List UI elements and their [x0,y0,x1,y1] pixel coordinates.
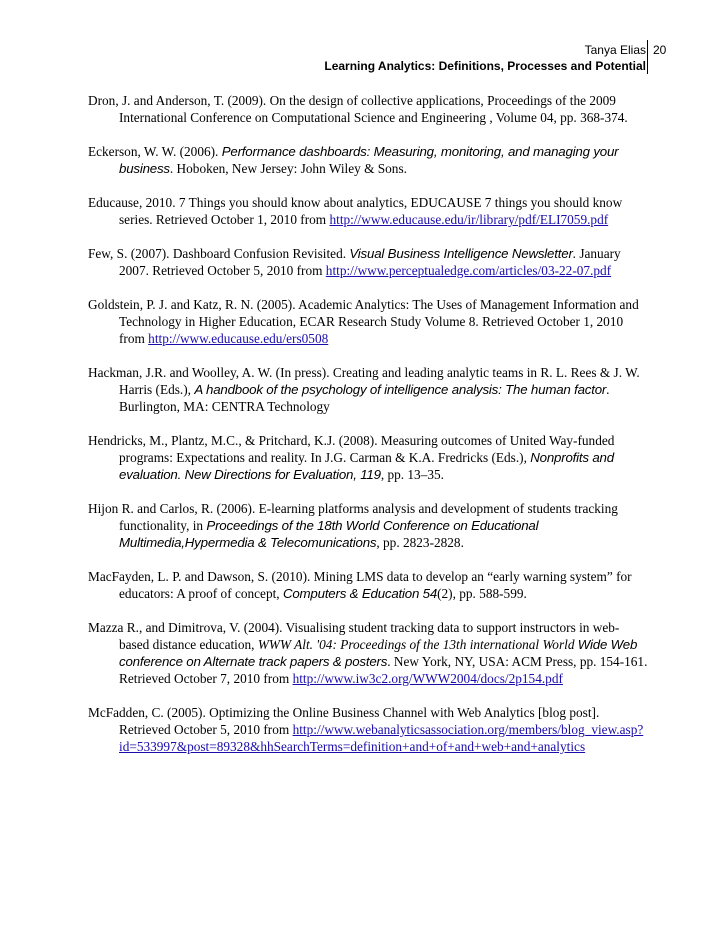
reference-title: Computers & Education 54 [282,586,438,601]
reference-link[interactable]: http://www.webanalyticsassociation.org/members/blog_view.asp?id=533997&post=89328&hhSearchTerms=definition+and+of+and+web+and+analytics [119,722,644,754]
header-author: Tanya Elias [584,43,646,57]
reference-title: A handbook of the psychology of intelligence analysis: The human factor [194,382,607,397]
reference-title: Wide Web conference on Alternate track papers & posters [119,637,638,669]
reference-entry: MacFayden, L. P. and Dawson, S. (2010). Mining LMS data to develop an “early warning system” for educators: A proof of concept, Computers & Education 54(2), pp. 588-599. [88,569,632,601]
reference-entry: Mazza R., and Dimitrova, V. (2004). Visualising student tracking data to support instructors in web-based distance education, WWW Alt. '04: Proceedings of the 13th international World Wide Web conference on Alternate track papers & posters. New York, NY, USA: ACM Press, pp. 154-161. Retrieved October 7, 2010 from http://www.iw3c2.org/WWW2004/docs/2p154.pdf [88,620,648,686]
reference-link[interactable]: http://www.educause.edu/ir/library/pdf/ELI7059.pdf [329,212,609,227]
reference-source: WWW Alt. '04: Proceedings of the 13th international World [257,637,578,652]
reference-title: Visual Business Intelligence Newsletter [349,246,573,261]
reference-entry: Dron, J. and Anderson, T. (2009). On the design of collective applications, Proceedings of the 2009 International Conference on Computational Science and Engineering , Volume 04, pp. 368-374. [88,93,628,125]
reference-entry: Hackman, J.R. and Woolley, A. W. (In press). Creating and leading analytic teams in R. L. Rees & J. W. Harris (Eds.), A handbook of the psychology of intelligence analysis: The human factor. Burlington, MA: CENTRA Technology [88,365,640,414]
reference-list [88,92,648,772]
reference-entry: Goldstein, P. J. and Katz, R. N. (2005). Academic Analytics: The Uses of Management Information and Technology in Higher Education, ECAR Research Study Volume 8. Retrieved October 1, 2010 from http://www.educause.edu/ers0508 [88,297,639,346]
reference-entry: Hijon R. and Carlos, R. (2006). E-learning platforms analysis and development of students tracking functionality, in Proceedings of the 18th World Conference on Educational Multimedia,Hypermedia & Telecomunications, pp. 2823-2828. [88,501,618,550]
running-header [0,40,728,80]
page-number: 20 [653,43,667,57]
reference-link[interactable]: http://www.perceptualedge.com/articles/03-22-07.pdf [325,263,612,278]
reference-title: Performance dashboards: Measuring, monitoring, and managing your business [119,144,619,176]
reference-title: Nonprofits and evaluation. New Directions for Evaluation, 119 [119,450,614,482]
header-divider [647,40,648,74]
reference-entry: Few, S. (2007). Dashboard Confusion Revisited. Visual Business Intelligence Newsletter. January 2007. Retrieved October 5, 2010 from http://www.perceptualedge.com/articles/03-22-07.pdf [88,246,621,278]
reference-link[interactable]: http://www.iw3c2.org/WWW2004/docs/2p154.pdf [292,671,563,686]
reference-entry: McFadden, C. (2005). Optimizing the Online Business Channel with Web Analytics [blog post]. Retrieved October 5, 2010 from http://www.webanalyticsassociation.org/members/blog_view.asp?id=533997&post=89328&hhSearchTerms=definition+and+of+and+web+and+analytics [88,705,644,754]
reference-entry: Eckerson, W. W. (2006). Performance dashboards: Measuring, monitoring, and managing your business. Hoboken, New Jersey: John Wiley & Sons. [88,144,619,176]
reference-entry: Educause, 2010. 7 Things you should know about analytics, EDUCAUSE 7 things you should know series. Retrieved October 1, 2010 from http://www.educause.edu/ir/library/pdf/ELI7059.pdf [88,195,623,227]
header-text [324,42,646,74]
reference-entry: Hendricks, M., Plantz, M.C., & Pritchard, K.J. (2008). Measuring outcomes of United Way-funded programs: Expectations and reality. In J.G. Carman & K.A. Fredricks (Eds.), Nonprofits and evaluation. New Directions for Evaluation, 119, pp. 13–35. [88,433,615,482]
reference-link[interactable]: http://www.educause.edu/ers0508 [148,331,329,346]
reference-title: Proceedings of the 18th World Conference on Educational Multimedia,Hypermedia & Telecomunications [119,518,539,550]
header-title: Learning Analytics: Definitions, Processes and Potential [324,59,646,73]
